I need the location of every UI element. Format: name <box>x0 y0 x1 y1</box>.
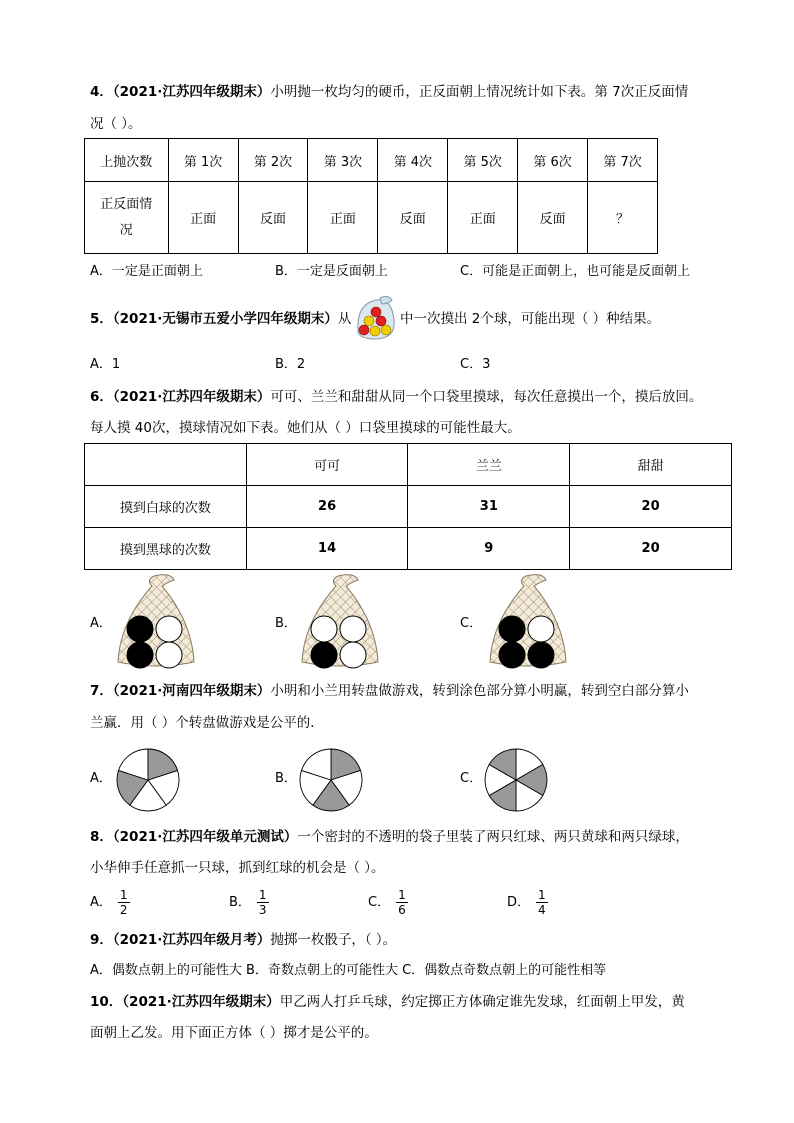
q5-source: （2021·无锡市五爱小学四年级期末） <box>112 311 338 327</box>
q4-cell: 反面 <box>238 182 308 254</box>
q10-text-1: 甲乙两人打乒乓球，约定掷正方体确定谁先发球，红面朝上甲发，黄 <box>279 994 685 1010</box>
q5-line <box>90 309 351 329</box>
q7-source: （2021·河南四年级期末） <box>112 683 271 699</box>
fraction-numerator: 1 <box>258 888 267 902</box>
fraction-numerator: 1 <box>398 888 406 902</box>
ball-bag-icon <box>352 292 398 342</box>
q8-option-d <box>507 886 548 920</box>
q6-text-1: 可可、兰兰和甜甜从同一个口袋里摸球，每次任意摸出一个，摸后放回。 <box>270 389 703 405</box>
q6-cell: 20 <box>570 486 732 528</box>
q6-option-b: B． <box>275 616 297 631</box>
q4-header-cell: 第 1次 <box>168 139 238 182</box>
q7-text-1: 小明和小兰用转盘做游戏，转到涂色部分算小明赢，转到空白部分算小 <box>270 683 689 699</box>
q4-header-cell: 第 5次 <box>448 139 518 182</box>
q7-option-b: B． <box>275 771 297 786</box>
q4-cell: 正面 <box>168 182 238 254</box>
q4-header-cell: 第 4次 <box>378 139 448 182</box>
q6-row-label: 摸到黑球的次数 <box>85 528 247 570</box>
q6-row-label: 摸到白球的次数 <box>85 486 247 528</box>
q6-header-cell <box>85 444 247 486</box>
q7-option-c: C． <box>460 771 483 786</box>
q7-line-1 <box>90 681 689 701</box>
q4-row-label-1: 正反面情 <box>100 196 153 212</box>
fraction-denominator: 3 <box>258 903 267 917</box>
q9-source: （2021·江苏四年级月考） <box>112 932 271 948</box>
q8-option-d-label: D． <box>507 895 531 910</box>
fraction <box>118 888 130 917</box>
q4-header-cell: 上抛次数 <box>85 139 169 182</box>
q5-option-a: A．1 <box>90 357 121 372</box>
q5-option-c: C．3 <box>460 357 491 372</box>
q4-row-label-2: 况 <box>119 222 133 238</box>
q9-number: 9． <box>90 932 113 948</box>
q6-cell: 20 <box>570 528 732 570</box>
q4-header-cell: 第 3次 <box>308 139 378 182</box>
q6-number: 6． <box>90 389 113 405</box>
spinner-b-icon <box>298 747 364 813</box>
q8-option-a-label: A． <box>90 895 112 910</box>
q9-options: A．偶数点朝上的可能性大 B．奇数点朝上的可能性大 C．偶数点奇数点朝上的可能性相等 <box>90 963 607 978</box>
bag-a-icon <box>112 572 198 670</box>
fraction <box>536 888 548 917</box>
q6-line-1 <box>90 387 702 407</box>
q4-number: 4． <box>90 84 113 100</box>
q10-line-1 <box>90 992 685 1012</box>
fraction <box>257 888 269 917</box>
q4-cell: 反面 <box>378 182 448 254</box>
q4-source: （2021·江苏四年级期末） <box>112 84 271 100</box>
q6-cell: 31 <box>408 486 570 528</box>
fraction-denominator: 4 <box>538 903 546 917</box>
q4-cell: 正面 <box>308 182 378 254</box>
q10-number: 10． <box>90 994 123 1010</box>
q7-number: 7． <box>90 683 113 699</box>
spinner-c-icon <box>483 747 549 813</box>
q10-line-2: 面朝上乙发。用下面正方体（ ）掷才是公平的。 <box>90 1025 378 1041</box>
q10-source: （2021·江苏四年级期末） <box>122 994 280 1010</box>
q6-cell: 14 <box>246 528 408 570</box>
q8-line-2: 小华伸手任意抓一只球，抓到红球的机会是（ ）。 <box>90 860 385 876</box>
q8-option-b <box>229 886 269 920</box>
q9-text: 抛掷一枚骰子，（ ）。 <box>270 932 397 948</box>
q6-table <box>84 443 732 570</box>
q6-header-cell: 兰兰 <box>408 444 570 486</box>
q4-option-a: A．一定是正面朝上 <box>90 264 203 279</box>
bag-c-icon <box>484 572 570 670</box>
q8-number: 8． <box>90 829 113 845</box>
q8-option-c-label: C． <box>368 895 391 910</box>
q4-row-label <box>85 182 169 254</box>
q4-cell: ？ <box>588 182 658 254</box>
q8-line-1 <box>90 827 689 847</box>
q4-option-b: B．一定是反面朝上 <box>275 264 388 279</box>
q7-line-2: 兰赢．用（ ）个转盘做游戏是公平的． <box>90 715 324 731</box>
q4-text-1: 小明抛一枚均匀的硬币，正反面朝上情况统计如下表。第 7次正反面情 <box>270 84 689 100</box>
q4-header-cell: 第 2次 <box>238 139 308 182</box>
fraction-numerator: 1 <box>538 888 546 902</box>
fraction <box>396 888 408 917</box>
q6-option-a: A． <box>90 616 112 631</box>
spinner-a-icon <box>115 747 181 813</box>
q8-text-1: 一个密封的不透明的袋子里装了两只红球、两只黄球和两只绿球， <box>297 829 689 845</box>
q6-line-2: 每人摸 40次，摸球情况如下表。她们从（ ）口袋里摸球的可能性最大。 <box>90 420 521 436</box>
fraction-denominator: 6 <box>398 903 406 917</box>
q5-number: 5． <box>90 311 113 327</box>
bag-b-icon <box>296 572 382 670</box>
q6-header-cell: 可可 <box>246 444 408 486</box>
q4-line-1 <box>90 82 688 102</box>
q8-source: （2021·江苏四年级单元测试） <box>112 829 298 845</box>
q4-line-2: 况（ ）。 <box>90 116 142 132</box>
q6-option-c: C． <box>460 616 483 631</box>
q4-cell: 反面 <box>518 182 588 254</box>
q5-text-pre: 从 <box>337 311 352 327</box>
q6-source: （2021·江苏四年级期末） <box>112 389 271 405</box>
q4-table <box>84 138 658 254</box>
fraction-denominator: 2 <box>119 903 128 917</box>
q5-text-post: 中一次摸出 2个球，可能出现（ ）种结果。 <box>400 311 661 327</box>
q4-option-c: C．可能是正面朝上，也可能是反面朝上 <box>460 264 691 279</box>
q6-cell: 9 <box>408 528 570 570</box>
q8-option-c <box>368 886 408 920</box>
q4-header-cell: 第 6次 <box>518 139 588 182</box>
q4-cell: 正面 <box>448 182 518 254</box>
q8-option-b-label: B． <box>229 895 251 910</box>
q8-option-a <box>90 886 130 920</box>
q6-header-cell: 甜甜 <box>570 444 732 486</box>
q6-cell: 26 <box>246 486 408 528</box>
q5-option-b: B．2 <box>275 357 306 372</box>
q9-line <box>90 930 396 950</box>
q7-option-a: A． <box>90 771 112 786</box>
q4-header-cell: 第 7次 <box>588 139 658 182</box>
fraction-numerator: 1 <box>119 888 128 902</box>
